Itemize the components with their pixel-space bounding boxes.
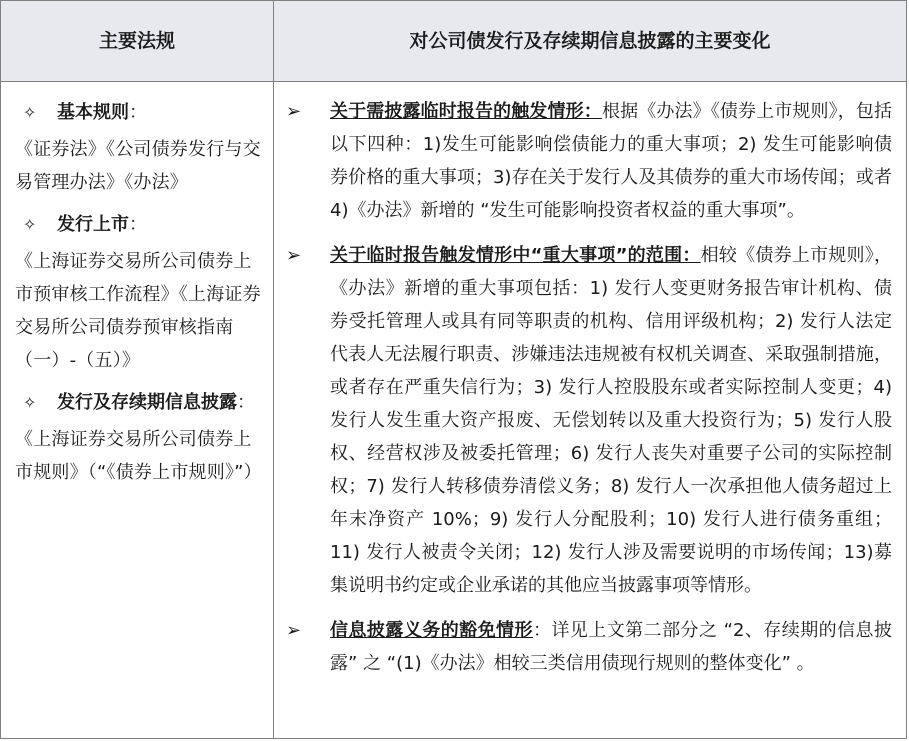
regulation-list: 《证券法》《公司债券发行与交易管理办法》《办法》 (15, 139, 261, 193)
category-colon: ： (129, 102, 147, 123)
regulation-category (1, 209, 273, 241)
header-main-regulations: 主要法规 (98, 30, 175, 52)
regulation-category (1, 97, 273, 129)
regulations-column (1, 81, 273, 738)
change-body: 相较《债券上市规则》，《办法》新增的重大事项包括：1) 发行人变更财务报告审计机构、债券受托管理人或具有同等职责的机构、信用评级机构；2) 发行人法定代表人无法履行职责、涉嫌违法违规被有权机关调查、采取强制措施，或者存在严重失信行为；3) 发行人控股股东或者实际控制人变更；4) 发行人发生重大资产报废、无偿划转以及重大投资行为；5) 发行人股权、经营权涉及被委托管理；6) 发行人丧失对重要子公司的实际控制权；7) 发行人转移债券清偿义务；8) 发行人一次承担他人债务超过上年末净资产 10%；9) 发行人分配股利；10) 发行人进行债务重组；11) 发行人被责令关闭；12) 发行人涉及需要说明的市场传闻；13)募集说明书约定或企业承诺的其他应当披露事项等情形。 (330, 245, 892, 596)
change-heading: 关于需披露临时报告的触发情形： (330, 101, 602, 122)
category-colon: ： (237, 392, 255, 413)
regulation-category (1, 387, 273, 419)
header-main-changes: 对公司债发行及存续期信息披露的主要变化 (409, 30, 771, 52)
change-item (274, 239, 892, 602)
arrow-bullet-icon: ➢ (286, 245, 302, 266)
regulation-list: 《上海证券交易所公司债券上市规则》（“《债券上市规则》”） (15, 429, 262, 483)
change-body: 根据《办法》《债券上市规则》，包括以下四种：1)发生可能影响偿债能力的重大事项；2) 发生可能影响债券价格的重大事项；3)存在关于发行人及其债券的重大市场传闻；或者 4)《办法》新增的 “发生可能影响投资者权益的重大事项”。 (330, 101, 893, 221)
change-heading: 信息披露义务的豁免情形 (330, 620, 533, 641)
category-label: 基本规则 (57, 102, 129, 123)
change-item (274, 614, 892, 680)
category-label: 发行上市 (57, 214, 129, 235)
diamond-star-icon: ✧ (23, 393, 37, 412)
category-colon: ： (129, 214, 147, 235)
changes-column (274, 81, 906, 738)
regulation-list: 《上海证券交易所公司债券上市预审核工作流程》《上海证券交易所公司债券预审核指南（一）-（五）》 (15, 251, 261, 371)
table-header (1, 1, 906, 82)
diamond-star-icon: ✧ (23, 215, 37, 234)
arrow-bullet-icon: ➢ (286, 101, 302, 122)
arrow-bullet-icon: ➢ (286, 620, 302, 641)
change-heading: 关于临时报告触发情形中“重大事项”的范围： (330, 245, 701, 266)
category-label: 发行及存续期信息披露 (57, 392, 237, 413)
change-body: ：详见上文第二部分之 “2、存续期的信息披露” 之 “(1)《办法》相较三类信用债现行规则的整体变化” 。 (330, 620, 893, 674)
change-item (274, 95, 892, 227)
diamond-star-icon: ✧ (23, 103, 37, 122)
